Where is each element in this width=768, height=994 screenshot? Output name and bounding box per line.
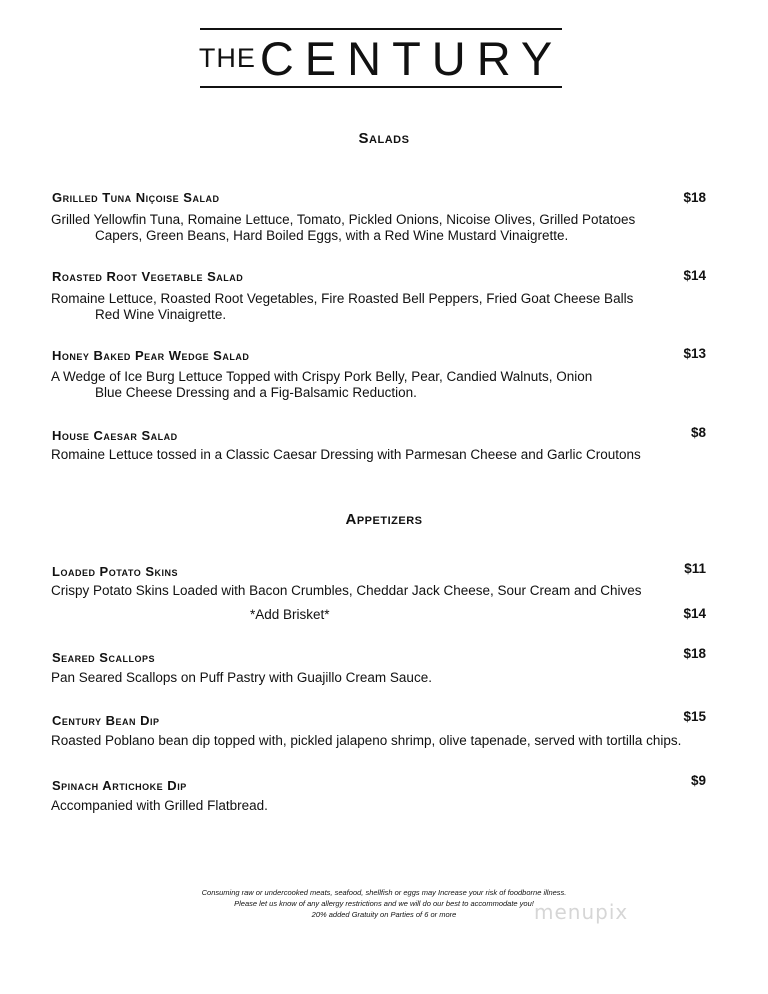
item-price: $13	[683, 346, 706, 361]
item-description: Romaine Lettuce, Roasted Root Vegetables, Fire Roasted Bell Peppers, Fried Goat Cheese Balls Red Wine Vinaigrette.	[51, 291, 634, 322]
item-name: Spinach Artichoke Dip	[52, 778, 187, 793]
item-price: $8	[690, 425, 706, 440]
item-name: Seared Scallops	[52, 650, 155, 665]
item-name: Honey Baked Pear Wedge Salad	[52, 348, 250, 363]
footer-notice	[0, 887, 768, 920]
logo-century: CENTURY	[259, 31, 564, 85]
addon-price: $14	[683, 606, 706, 621]
salads-heading: Salads	[358, 130, 410, 147]
item-description: Accompanied with Grilled Flatbread.	[51, 798, 268, 813]
item-price: $18	[683, 646, 706, 661]
item-description: A Wedge of Ice Burg Lettuce Topped with Crispy Pork Belly, Pear, Candied Walnuts, Onion Blue Cheese Dressing and a Fig-Balsamic Reduction.	[51, 369, 593, 400]
item-addon: *Add Brisket*	[250, 607, 330, 622]
footer-line-2: Please let us know of any allergy restrictions and we will do our best to accommodate you!	[234, 899, 534, 908]
item-price: $15	[683, 709, 706, 724]
item-description: Pan Seared Scallops on Puff Pastry with Guajillo Cream Sauce.	[51, 670, 432, 685]
item-name: Grilled Tuna Niçoise Salad	[52, 190, 220, 205]
item-name: Century Bean Dip	[52, 713, 160, 728]
footer-line-3: 20% added Gratuity on Parties of 6 or more	[311, 910, 457, 919]
footer-line-1: Consuming raw or undercooked meats, seafood, shellfish or eggs may Increase your risk of foodborne illness.	[201, 888, 567, 897]
item-name: Loaded Potato Skins	[52, 564, 179, 579]
item-price: $11	[684, 561, 706, 576]
item-name: House Caesar Salad	[52, 428, 178, 443]
item-name: Roasted Root Vegetable Salad	[52, 269, 244, 284]
item-description: Romaine Lettuce tossed in a Classic Caesar Dressing with Parmesan Cheese and Garlic Croutons	[51, 447, 641, 462]
appetizers-heading: Appetizers	[345, 511, 423, 528]
item-description: Roasted Poblano bean dip topped with, pickled jalapeno shrimp, olive tapenade, served with tortilla chips.	[51, 733, 682, 748]
item-price: $14	[683, 268, 706, 283]
restaurant-logo	[200, 28, 562, 88]
item-price: $18	[683, 190, 706, 205]
watermark: menupix	[534, 900, 629, 924]
item-description: Crispy Potato Skins Loaded with Bacon Crumbles, Cheddar Jack Cheese, Sour Cream and Chives	[51, 583, 642, 598]
logo-the: THE	[198, 42, 256, 73]
item-price: $9	[690, 773, 706, 788]
item-description: Grilled Yellowfin Tuna, Romaine Lettuce, Tomato, Pickled Onions, Nicoise Olives, Grilled Potatoes Capers, Green Beans, Hard Boiled Eggs, with a Red Wine Mustard Vinaigrette.	[51, 212, 636, 243]
